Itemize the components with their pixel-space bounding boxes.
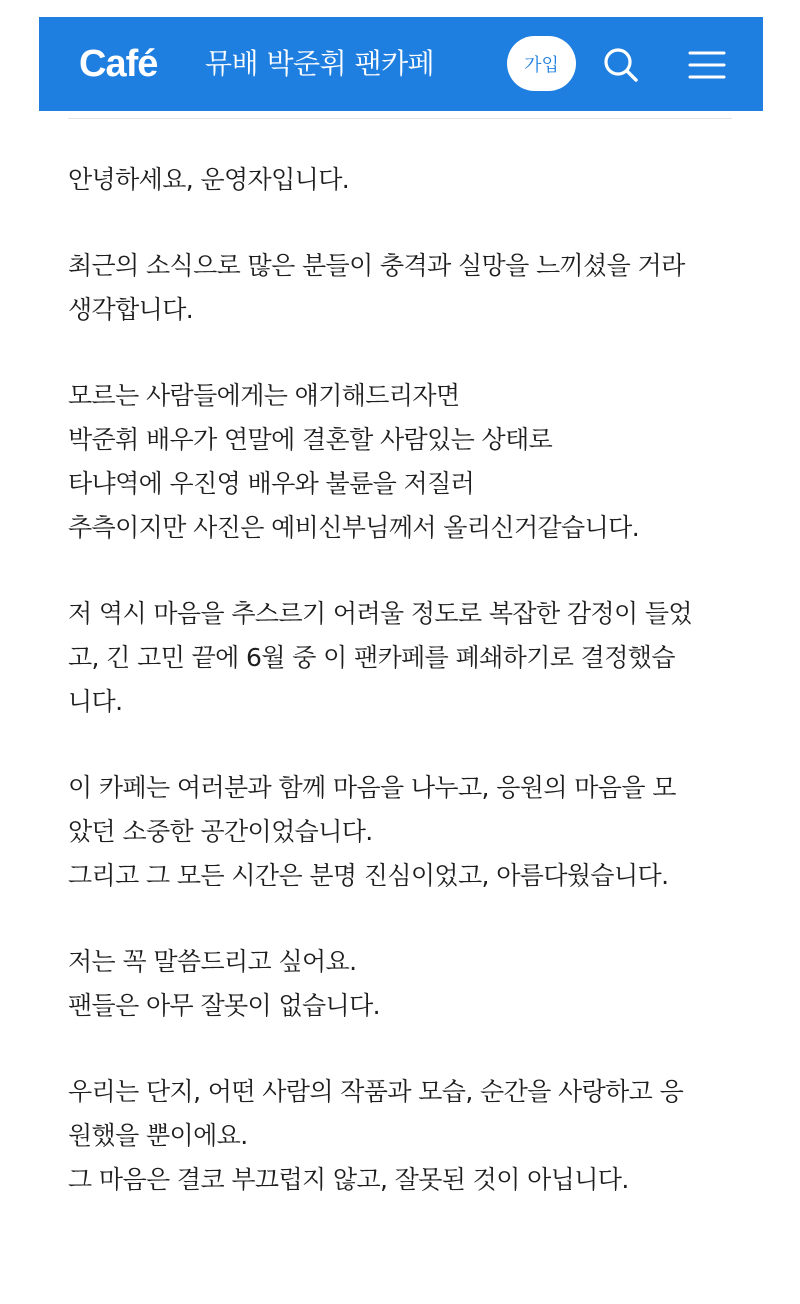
post-body [68,158,748,1244]
search-button[interactable] [601,45,641,85]
post-line: 생각합니다. [68,295,194,324]
post-line: 우리는 단지, 어떤 사람의 작품과 모습, 순간을 사랑하고 응 [68,1077,684,1106]
post-line: 추측이지만 사진은 예비신부님께서 올리신거같습니다. [68,513,640,542]
post-paragraph [68,940,748,1028]
post-line: 그 마음은 결코 부끄럽지 않고, 잘못된 것이 아닙니다. [68,1165,629,1194]
cafe-logo[interactable]: Café [79,43,158,85]
post-paragraph [68,158,748,202]
post-paragraph [68,244,748,332]
post-line: 았던 소중한 공간이었습니다. [68,817,373,846]
post-paragraph [68,1070,748,1202]
post-line: 저 역시 마음을 추스르기 어려울 정도로 복잡한 감정이 들었 [68,599,692,628]
post-line: 안녕하세요, 운영자입니다. [68,165,350,194]
post-line: 고, 긴 고민 끝에 6월 중 이 팬카페를 폐쇄하기로 결정했습 [68,643,675,672]
post-line: 모르는 사람들에게는 얘기해드리자면 [68,381,460,410]
search-icon [601,45,641,85]
post-line: 최근의 소식으로 많은 분들이 충격과 실망을 느끼셨을 거라 [68,251,685,280]
menu-button[interactable] [687,49,727,81]
header-divider [68,118,732,119]
post-line: 팬들은 아무 잘못이 없습니다. [68,991,380,1020]
post-line: 니다. [68,687,123,716]
post-line: 그리고 그 모든 시간은 분명 진심이었고, 아름다웠습니다. [68,861,669,890]
hamburger-menu-icon [687,49,727,81]
cafe-name[interactable]: 뮤배 박준휘 팬카페 [205,47,435,80]
join-button[interactable]: 가입 [507,36,576,91]
post-line: 원했을 뿐이에요. [68,1121,248,1150]
post-paragraph [68,766,748,898]
post-line: 이 카페는 여러분과 함께 마음을 나누고, 응원의 마음을 모 [68,773,676,802]
cafe-header [39,17,763,111]
post-paragraph [68,374,748,550]
post-line: 저는 꼭 말씀드리고 싶어요. [68,947,357,976]
post-paragraph [68,592,748,724]
post-line: 타냐역에 우진영 배우와 불륜을 저질러 [68,469,475,498]
post-line: 박준휘 배우가 연말에 결혼할 사람있는 상태로 [68,425,553,454]
